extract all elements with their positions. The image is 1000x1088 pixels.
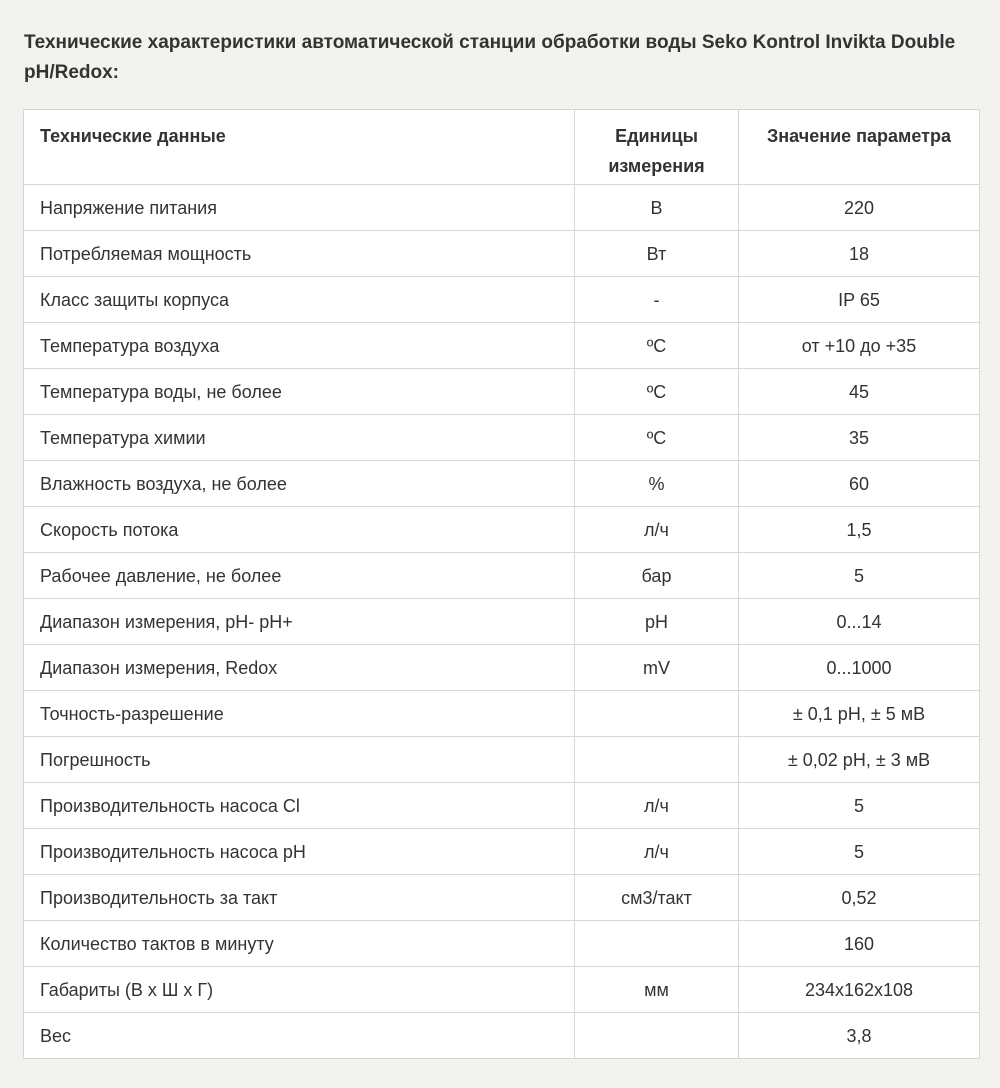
table-row: [24, 921, 980, 967]
value-cell: 234x162x108: [739, 967, 980, 1013]
param-cell: Влажность воздуха, не более: [24, 461, 575, 507]
param-cell: Количество тактов в минуту: [24, 921, 575, 967]
unit-cell: ºС: [575, 323, 739, 369]
unit-cell: [575, 737, 739, 783]
value-cell: 18: [739, 231, 980, 277]
table-body: [24, 185, 980, 1059]
param-cell: Диапазон измерения, pH- pH+: [24, 599, 575, 645]
value-cell: 1,5: [739, 507, 980, 553]
table-row: [24, 645, 980, 691]
param-cell: Температура химии: [24, 415, 575, 461]
param-cell: Производительность за такт: [24, 875, 575, 921]
value-cell: 220: [739, 185, 980, 231]
table-row: [24, 599, 980, 645]
param-cell: Точность-разрешение: [24, 691, 575, 737]
table-row: [24, 461, 980, 507]
unit-cell: [575, 691, 739, 737]
header-units: Единицы измерения: [575, 110, 739, 185]
unit-cell: л/ч: [575, 829, 739, 875]
unit-cell: mV: [575, 645, 739, 691]
table-row: [24, 507, 980, 553]
value-cell: 5: [739, 783, 980, 829]
table-row: [24, 277, 980, 323]
value-cell: 0...14: [739, 599, 980, 645]
header-value: Значение параметра: [739, 110, 980, 185]
table-row: [24, 737, 980, 783]
unit-cell: мм: [575, 967, 739, 1013]
table-row: [24, 783, 980, 829]
value-cell: 5: [739, 829, 980, 875]
value-cell: ± 0,02 pH, ± 3 мВ: [739, 737, 980, 783]
unit-cell: pH: [575, 599, 739, 645]
value-cell: ± 0,1 pH, ± 5 мВ: [739, 691, 980, 737]
param-cell: Погрешность: [24, 737, 575, 783]
header-technical-data: Технические данные: [24, 110, 575, 185]
param-cell: Производительность насоса Cl: [24, 783, 575, 829]
unit-cell: %: [575, 461, 739, 507]
param-cell: Температура воды, не более: [24, 369, 575, 415]
value-cell: 0...1000: [739, 645, 980, 691]
table-row: [24, 967, 980, 1013]
value-cell: IP 65: [739, 277, 980, 323]
unit-cell: -: [575, 277, 739, 323]
param-cell: Диапазон измерения, Redox: [24, 645, 575, 691]
table-row: [24, 323, 980, 369]
unit-cell: ºС: [575, 415, 739, 461]
param-cell: Вес: [24, 1013, 575, 1059]
value-cell: 0,52: [739, 875, 980, 921]
table-row: [24, 185, 980, 231]
value-cell: 45: [739, 369, 980, 415]
value-cell: 3,8: [739, 1013, 980, 1059]
specifications-table: [23, 109, 980, 1059]
value-cell: 160: [739, 921, 980, 967]
value-cell: 5: [739, 553, 980, 599]
page-title: Технические характеристики автоматической станции обработки воды Seko Kontrol Invikta Double pH/Redox:: [24, 32, 956, 83]
table-row: [24, 829, 980, 875]
param-cell: Температура воздуха: [24, 323, 575, 369]
unit-cell: л/ч: [575, 507, 739, 553]
table-row: [24, 691, 980, 737]
param-cell: Рабочее давление, не более: [24, 553, 575, 599]
unit-cell: [575, 921, 739, 967]
unit-cell: В: [575, 185, 739, 231]
table-header-row: [24, 110, 980, 185]
unit-cell: Вт: [575, 231, 739, 277]
param-cell: Потребляемая мощность: [24, 231, 575, 277]
table-row: [24, 231, 980, 277]
unit-cell: [575, 1013, 739, 1059]
value-cell: от +10 до +35: [739, 323, 980, 369]
unit-cell: см3/такт: [575, 875, 739, 921]
table-row: [24, 415, 980, 461]
value-cell: 35: [739, 415, 980, 461]
table-row: [24, 553, 980, 599]
param-cell: Габариты (В х Ш х Г): [24, 967, 575, 1013]
table-row: [24, 1013, 980, 1059]
param-cell: Напряжение питания: [24, 185, 575, 231]
unit-cell: ºС: [575, 369, 739, 415]
table-row: [24, 369, 980, 415]
param-cell: Производительность насоса pH: [24, 829, 575, 875]
unit-cell: л/ч: [575, 783, 739, 829]
value-cell: 60: [739, 461, 980, 507]
unit-cell: бар: [575, 553, 739, 599]
param-cell: Класс защиты корпуса: [24, 277, 575, 323]
table-row: [24, 875, 980, 921]
param-cell: Скорость потока: [24, 507, 575, 553]
